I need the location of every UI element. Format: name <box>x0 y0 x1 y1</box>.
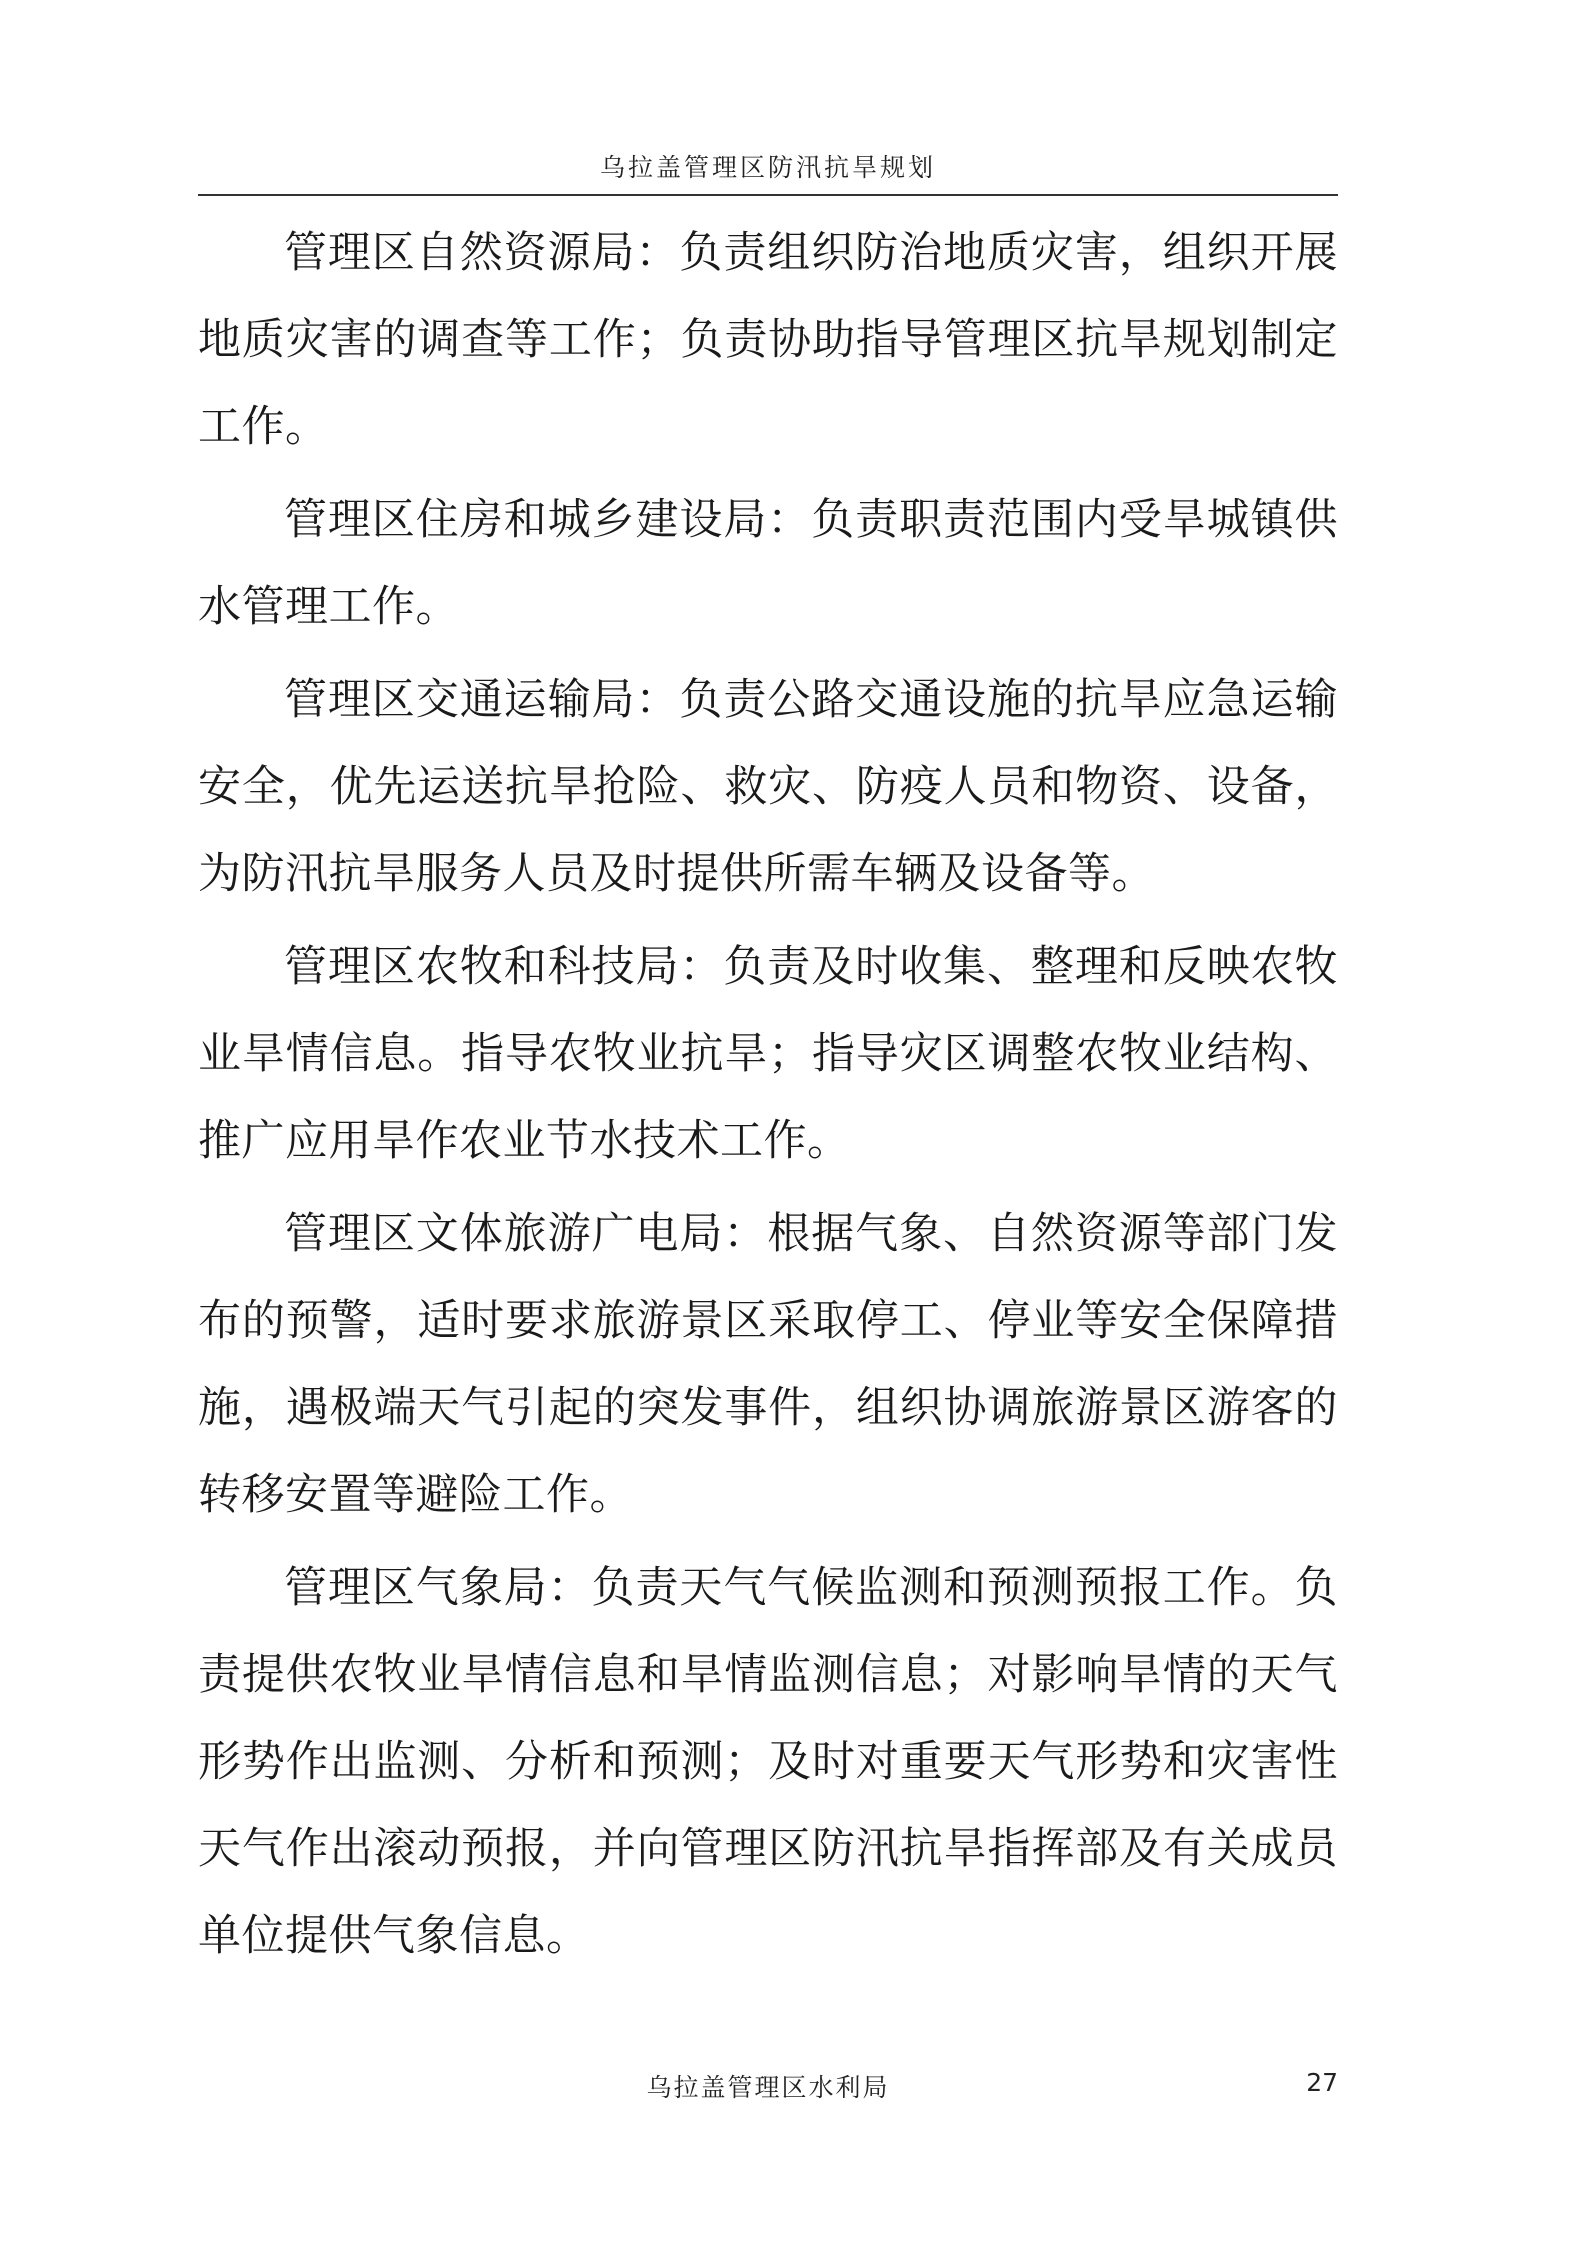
document-body <box>198 210 1338 1980</box>
header-divider <box>198 194 1338 196</box>
paragraph-agriculture-science-bureau: 管理区农牧和科技局：负责及时收集、整理和反映农牧业旱情信息。指导农牧业抗旱；指导灾区调整农牧业结构、推广应用旱作农业节水技术工作。 <box>198 942 1338 1166</box>
paragraph-culture-tourism-bureau: 管理区文体旅游广电局：根据气象、自然资源等部门发布的预警，适时要求旅游景区采取停工、停业等安全保障措施，遇极端天气引起的突发事件，组织协调旅游景区游客的转移安置等避险工作。 <box>198 1209 1338 1520</box>
page-number: 27 <box>1306 2068 1338 2097</box>
paragraph-housing-construction-bureau: 管理区住房和城乡建设局：负责职责范围内受旱城镇供水管理工作。 <box>198 495 1338 632</box>
paragraph-meteorological-bureau: 管理区气象局：负责天气气候监测和预测预报工作。负责提供农牧业旱情信息和旱情监测信息；对影响旱情的天气形势作出监测、分析和预测；及时对重要天气形势和灾害性天气作出滚动预报，并向管理区防汛抗旱指挥部及有关成员单位提供气象信息。 <box>198 1563 1338 1961</box>
paragraph-natural-resources-bureau: 管理区自然资源局：负责组织防治地质灾害，组织开展地质灾害的调查等工作；负责协助指导管理区抗旱规划制定工作。 <box>198 228 1338 452</box>
paragraph-transport-bureau: 管理区交通运输局：负责公路交通设施的抗旱应急运输安全，优先运送抗旱抢险、救灾、防疫人员和物资、设备，为防汛抗旱服务人员及时提供所需车辆及设备等。 <box>198 675 1338 899</box>
footer-organization: 乌拉盖管理区水利局 <box>646 2073 890 2102</box>
page-footer <box>198 2068 1338 2108</box>
page-header-title: 乌拉盖管理区防汛抗旱规划 <box>599 153 936 182</box>
